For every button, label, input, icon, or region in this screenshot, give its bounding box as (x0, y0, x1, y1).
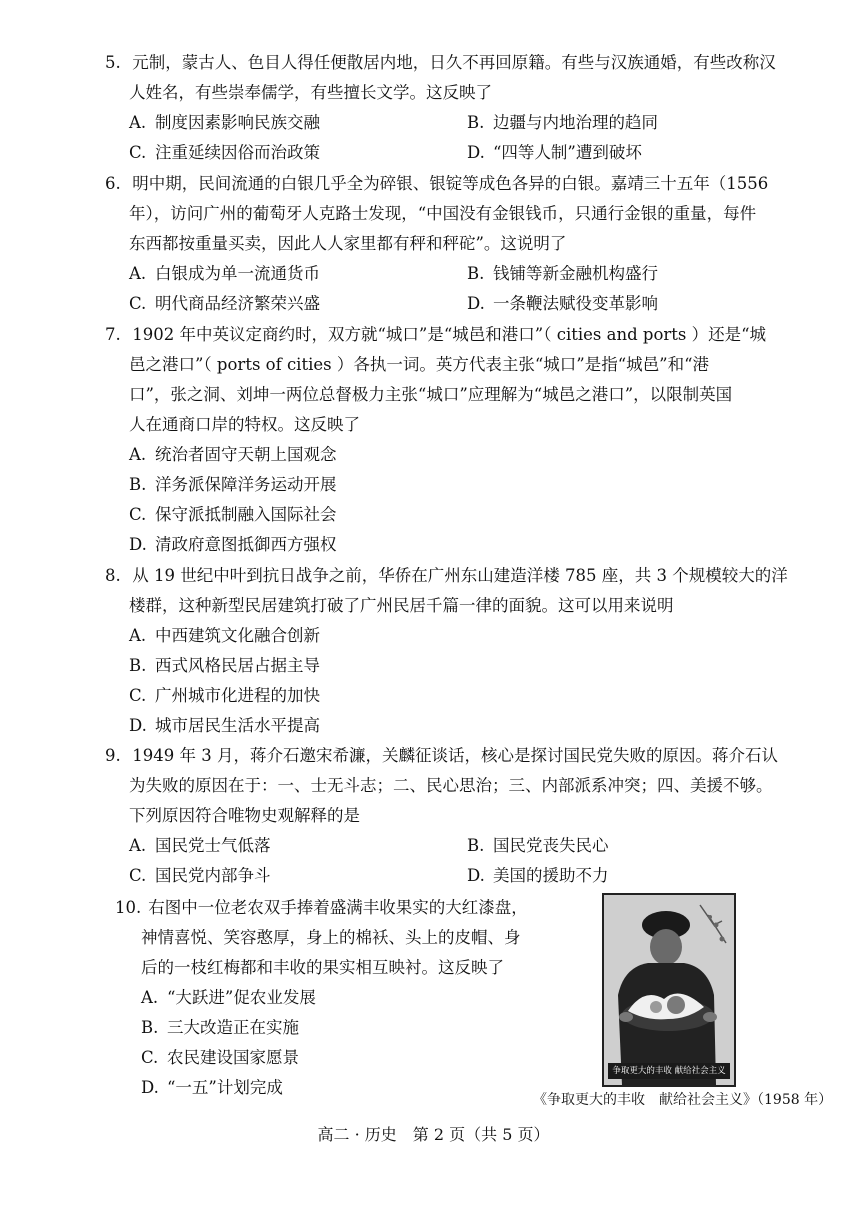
option-d: D. “一五”计划完成 (141, 1078, 283, 1097)
option-b: B. 钱铺等新金融机构盛行 (467, 264, 658, 283)
option-c: C. 国民党内部争斗 (129, 866, 271, 885)
option-c: C. 农民建设国家愿景 (141, 1048, 299, 1067)
question-stem-line: 人姓名，有些崇奉儒学，有些擅长文学。这反映了 (129, 83, 492, 102)
question-stem-line: 右图中一位老农双手捧着盛满丰收果实的大红漆盘， (148, 898, 528, 917)
question-stem-line: 从 19 世纪中叶到抗日战争之前，华侨在广州东山建造洋楼 785 座，共 3 个规模较大的洋 (132, 566, 788, 585)
question-stem-line: 邑之港口”（ ports of cities ）各执一词。英方代表主张“城口”是指“城邑”和“港 (129, 355, 710, 374)
question-stem-line: 后的一枝红梅都和丰收的果实相互映衬。这反映了 (141, 958, 504, 977)
option-d: D. 美国的援助不力 (467, 866, 609, 885)
option-c: C. 明代商品经济繁荣兴盛 (129, 294, 320, 313)
question-stem-line: 为失败的原因在于：一、士无斗志；二、民心思治；三、内部派系冲突；四、美援不够。 (129, 776, 773, 795)
question-5 (105, 48, 805, 168)
question-stem-line: 楼群，这种新型民居建筑打破了广州民居千篇一律的面貌。这可以用来说明 (129, 596, 674, 615)
poster-banner: 争取更大的丰收 献给社会主义 (608, 1063, 730, 1079)
question-stem-line: 神情喜悦、笑容憨厚，身上的棉袄、头上的皮帽、身 (141, 928, 521, 947)
question-6 (105, 169, 805, 319)
option-c: C. 保守派抵制融入国际社会 (129, 505, 337, 524)
option-b: B. 三大改造正在实施 (141, 1018, 299, 1037)
question-stem-line: 人在通商口岸的特权。这反映了 (129, 415, 360, 434)
question-number: 7. (105, 325, 121, 344)
question-7 (105, 320, 805, 560)
figure-caption: 《争取更大的丰收 献给社会主义》（1958 年） (533, 1092, 833, 1108)
page-footer: 高二 · 历史 第 2 页（共 5 页） (317, 1125, 550, 1144)
option-a: A. “大跃进”促农业发展 (141, 988, 316, 1007)
option-b: B. 边疆与内地治理的趋同 (467, 113, 658, 132)
question-stem-line: 明中期，民间流通的白银几乎全为碎银、银锭等成色各异的白银。嘉靖三十五年（1556 (132, 174, 769, 193)
option-d: D. 清政府意图抵御西方强权 (129, 535, 337, 554)
question-number: 9. (105, 746, 121, 765)
option-a: A. 中西建筑文化融合创新 (129, 626, 320, 645)
option-a: A. 白银成为单一流通货币 (129, 264, 320, 283)
option-a: A. 统治者固守天朝上国观念 (129, 445, 337, 464)
question-9 (105, 741, 805, 891)
question-stem-line: 1949 年 3 月，蒋介石邀宋希濂，关麟征谈话，核心是探讨国民党失败的原因。蒋介石认 (132, 746, 778, 765)
option-b: B. 国民党丧失民心 (467, 836, 609, 855)
poster-image (602, 893, 736, 1087)
option-b: B. 西式风格民居占据主导 (129, 656, 320, 675)
question-stem-line: 年），访问广州的葡萄牙人克路士发现，“中国没有金银钱币，只通行金银的重量，每件 (129, 204, 757, 223)
question-10 (115, 893, 575, 1103)
question-stem-line: 下列原因符合唯物史观解释的是 (129, 806, 360, 825)
option-c: C. 注重延续因俗而治政策 (129, 143, 320, 162)
question-stem-line: 东西都按重量买卖，因此人人家里都有秤和秤砣”。这说明了 (129, 234, 567, 253)
question-stem-line: 口”，张之洞、刘坤一两位总督极力主张“城口”应理解为“城邑之港口”，以限制英国 (129, 385, 733, 404)
option-a: A. 制度因素影响民族交融 (129, 113, 320, 132)
question-number: 6. (105, 174, 121, 193)
question-stem-line: 1902 年中英议定商约时，双方就“城口”是“城邑和港口”（ cities and ports ）还是“城 (132, 325, 767, 344)
option-b: B. 洋务派保障洋务运动开展 (129, 475, 337, 494)
option-d: D. 城市居民生活水平提高 (129, 716, 320, 735)
question-8 (105, 561, 805, 741)
question-number: 8. (105, 566, 121, 585)
option-d: D. 一条鞭法赋役变革影响 (467, 294, 658, 313)
option-d: D. “四等人制”遭到破坏 (467, 143, 642, 162)
farmer-poster-illustration (604, 895, 734, 1085)
question-number: 5. (105, 53, 121, 72)
question-number: 10. (115, 898, 142, 917)
option-a: A. 国民党士气低落 (129, 836, 271, 855)
question-stem-line: 元制，蒙古人、色目人得任便散居内地，日久不再回原籍。有些与汉族通婚，有些改称汉 (132, 53, 776, 72)
option-c: C. 广州城市化进程的加快 (129, 686, 320, 705)
